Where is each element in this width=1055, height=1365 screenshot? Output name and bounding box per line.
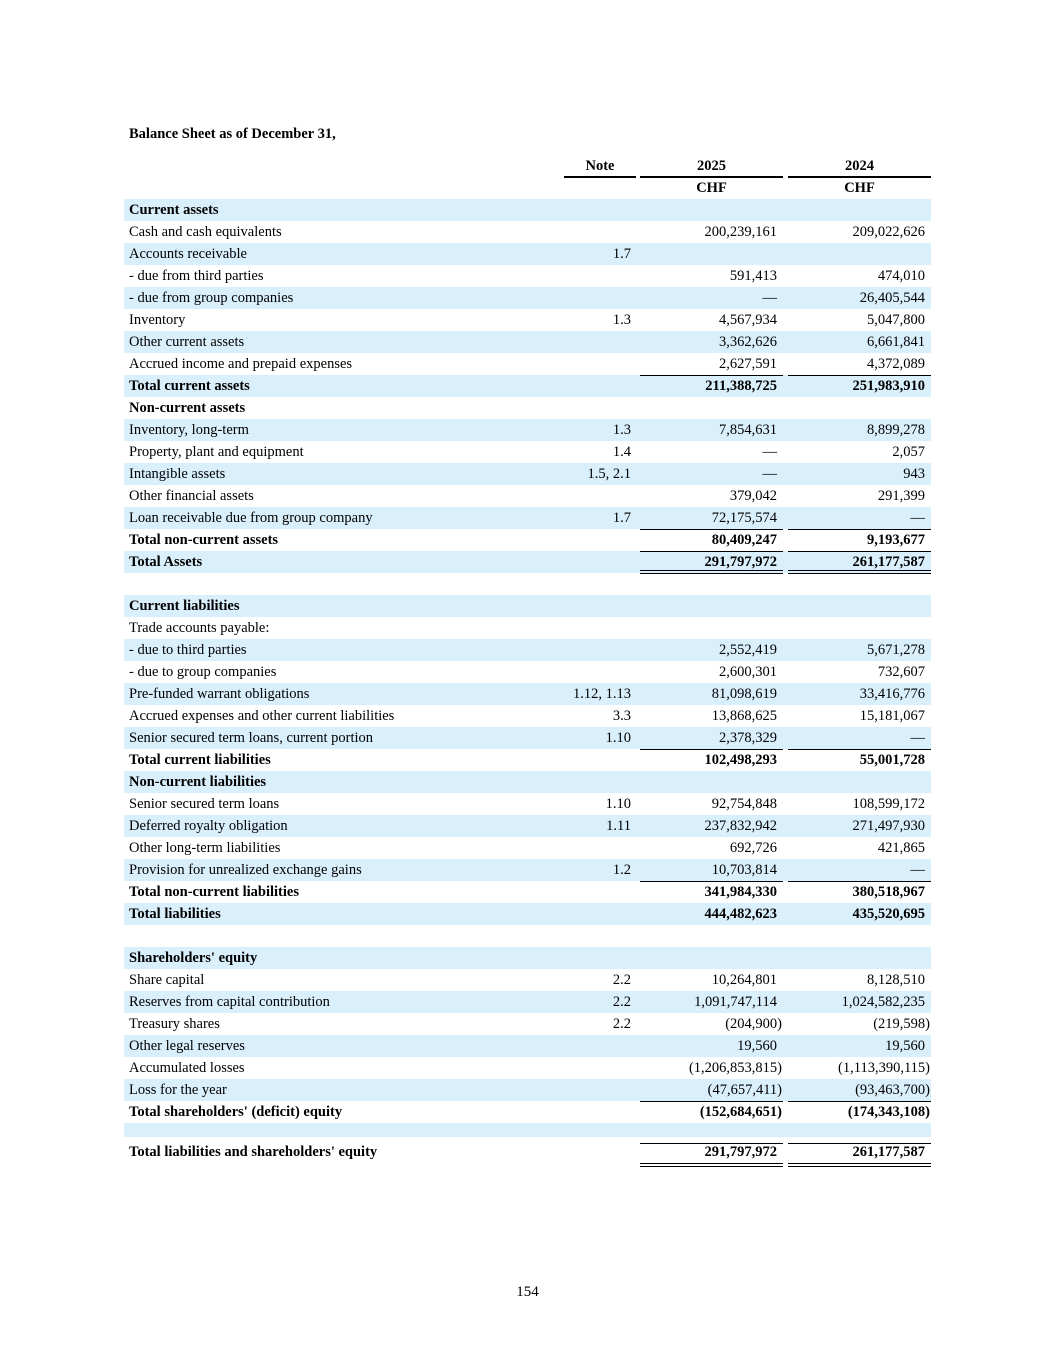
table-row — [124, 991, 931, 1013]
column-header-row — [124, 156, 931, 178]
table-row — [124, 1079, 931, 1101]
total-double-rule — [788, 1163, 931, 1167]
row-label: Intangible assets — [129, 466, 226, 482]
row-label: Other current assets — [129, 334, 245, 350]
value-2025: 1,091,747,114 — [694, 994, 777, 1010]
row-note: 1.7 — [612, 510, 631, 526]
value-2024: 1,024,582,235 — [841, 994, 925, 1010]
table-row — [124, 375, 931, 397]
row-label: - due to group companies — [129, 664, 277, 680]
row-label: - due to third parties — [129, 642, 247, 658]
table-row — [124, 419, 931, 441]
row-label: Accrued expenses and other current liabilities — [129, 708, 395, 724]
value-2024: 380,518,967 — [852, 884, 925, 900]
row-note: 2.2 — [612, 972, 631, 988]
note-column-header: Note — [564, 156, 636, 178]
value-2025: 80,409,247 — [711, 532, 777, 548]
value-2025: 211,388,725 — [705, 378, 777, 394]
value-2024: (174,343,108) — [847, 1104, 930, 1120]
table-row — [124, 1101, 931, 1123]
subtotal-rule — [788, 749, 931, 750]
value-2024: 261,177,587 — [852, 1144, 925, 1160]
table-row — [124, 573, 931, 595]
value-2024: 435,520,695 — [852, 906, 925, 922]
subtotal-rule — [788, 375, 931, 376]
value-2025: (1,206,853,815) — [688, 1060, 782, 1076]
row-label: Other legal reserves — [129, 1038, 245, 1054]
value-2024: — — [910, 510, 925, 526]
subtotal-rule — [640, 1143, 783, 1144]
value-2025: 379,042 — [729, 488, 777, 504]
currency-2024-header: CHF — [844, 180, 875, 196]
value-2025: 692,726 — [729, 840, 777, 856]
value-2025: 10,264,801 — [711, 972, 777, 988]
value-2024: 9,193,677 — [867, 532, 925, 548]
row-label: Property, plant and equipment — [129, 444, 304, 460]
value-2024: 15,181,067 — [859, 708, 925, 724]
table-row — [124, 353, 931, 375]
table-row — [124, 639, 931, 661]
value-2025: 3,362,626 — [719, 334, 777, 350]
table-row — [124, 969, 931, 991]
subtotal-rule — [788, 881, 931, 882]
row-label: Accumulated losses — [129, 1060, 245, 1076]
row-label: Provision for unrealized exchange gains — [129, 862, 362, 878]
table-row — [124, 287, 931, 309]
row-label: Other long-term liabilities — [129, 840, 281, 856]
value-2025: 2,600,301 — [719, 664, 777, 680]
value-2024: 5,047,800 — [867, 312, 925, 328]
row-label: - due from group companies — [129, 290, 294, 306]
value-2024: 271,497,930 — [852, 818, 925, 834]
value-2025: 4,567,934 — [719, 312, 777, 328]
table-row — [124, 529, 931, 551]
value-2025: (204,900) — [725, 1016, 782, 1032]
row-label: Total current liabilities — [129, 752, 271, 768]
table-row — [124, 947, 931, 969]
row-label: Pre-funded warrant obligations — [129, 686, 310, 702]
row-label: Total liabilities — [129, 906, 221, 922]
table-row — [124, 705, 931, 727]
table-row — [124, 507, 931, 529]
subtotal-rule — [788, 1143, 931, 1144]
table-row — [124, 859, 931, 881]
table-row — [124, 1057, 931, 1079]
currency-header-row — [124, 178, 931, 200]
table-row — [124, 749, 931, 771]
row-label: Non-current liabilities — [129, 774, 267, 790]
row-note: 1.3 — [612, 422, 631, 438]
row-label: Total shareholders' (deficit) equity — [129, 1104, 343, 1120]
value-2024: 108,599,172 — [852, 796, 925, 812]
value-2025: 7,854,631 — [719, 422, 777, 438]
value-2025: 10,703,814 — [711, 862, 777, 878]
subtotal-rule — [640, 1101, 783, 1102]
row-label: Non-current assets — [129, 400, 246, 416]
value-2024: 943 — [903, 466, 925, 482]
table-row — [124, 727, 931, 749]
table-row — [124, 441, 931, 463]
row-label: Current assets — [129, 202, 219, 218]
table-row — [124, 837, 931, 859]
value-2025: (47,657,411) — [707, 1082, 782, 1098]
table-row — [124, 925, 931, 947]
row-label: Share capital — [129, 972, 205, 988]
row-label: Total liabilities and shareholders' equity — [129, 1144, 378, 1160]
value-2025: 2,552,419 — [719, 642, 777, 658]
row-label: Total Assets — [129, 554, 203, 570]
subtotal-rule — [788, 551, 931, 552]
value-2025: — — [762, 466, 777, 482]
value-2024: 474,010 — [877, 268, 925, 284]
row-note: 1.3 — [612, 312, 631, 328]
value-2024: 291,399 — [877, 488, 925, 504]
subtotal-rule — [788, 529, 931, 530]
row-label: Total non-current assets — [129, 532, 279, 548]
value-2024: — — [910, 730, 925, 746]
subtotal-rule — [640, 881, 783, 882]
table-row — [124, 199, 931, 221]
value-2024: 4,372,089 — [867, 356, 925, 372]
table-row — [124, 309, 931, 331]
value-2025: 2,378,329 — [719, 730, 777, 746]
row-label: Total non-current liabilities — [129, 884, 299, 900]
row-note: 1.12, 1.13 — [573, 686, 631, 702]
row-label: Loss for the year — [129, 1082, 227, 1098]
value-2024: 55,001,728 — [859, 752, 925, 768]
row-label: Current liabilities — [129, 598, 240, 614]
row-label: Inventory, long-term — [129, 422, 249, 438]
value-2024: 421,865 — [877, 840, 925, 856]
value-2025: 341,984,330 — [704, 884, 777, 900]
value-2024: (219,598) — [873, 1016, 930, 1032]
value-2024: 209,022,626 — [852, 224, 925, 240]
row-label: Total current assets — [129, 378, 250, 394]
row-label: Loan receivable due from group company — [129, 510, 373, 526]
row-note: 1.5, 2.1 — [587, 466, 631, 482]
value-2024: 8,128,510 — [867, 972, 925, 988]
table-row — [124, 243, 931, 265]
value-2024: 261,177,587 — [852, 554, 925, 570]
table-row — [124, 903, 931, 925]
value-2025: 2,627,591 — [719, 356, 777, 372]
value-2024: 2,057 — [892, 444, 925, 460]
table-row — [124, 463, 931, 485]
value-2025: 591,413 — [729, 268, 777, 284]
table-row — [124, 221, 931, 243]
row-label: Trade accounts payable: — [129, 620, 270, 636]
row-note: 2.2 — [612, 994, 631, 1010]
currency-2025-header: CHF — [696, 180, 727, 196]
row-label: Inventory — [129, 312, 186, 328]
table-row — [124, 485, 931, 507]
table-row — [124, 551, 931, 573]
subtotal-rule — [640, 551, 783, 552]
row-note: 1.10 — [605, 730, 631, 746]
row-note: 1.10 — [605, 796, 631, 812]
value-2025: 237,832,942 — [704, 818, 777, 834]
subtotal-rule — [788, 1101, 931, 1102]
row-label: Accrued income and prepaid expenses — [129, 356, 353, 372]
row-label: - due from third parties — [129, 268, 264, 284]
row-label: Senior secured term loans — [129, 796, 280, 812]
row-label: Other financial assets — [129, 488, 254, 504]
year-2025-header: 2025 — [640, 156, 783, 178]
row-label: Shareholders' equity — [129, 950, 258, 966]
value-2024: 251,983,910 — [852, 378, 925, 394]
value-2025: 102,498,293 — [704, 752, 777, 768]
row-note: 1.2 — [612, 862, 631, 878]
page-title: Balance Sheet as of December 31, — [129, 126, 336, 142]
value-2025: 19,560 — [737, 1038, 777, 1054]
table-row — [124, 595, 931, 617]
value-2024: 732,607 — [877, 664, 925, 680]
table-row — [124, 881, 931, 903]
row-label: Accounts receivable — [129, 246, 247, 262]
table-row — [124, 331, 931, 353]
row-label: Reserves from capital contribution — [129, 994, 330, 1010]
table-row — [124, 771, 931, 793]
subtotal-rule — [640, 529, 783, 530]
table-row — [124, 1013, 931, 1035]
table-row — [124, 661, 931, 683]
value-2025: 291,797,972 — [704, 554, 777, 570]
value-2025: 81,098,619 — [711, 686, 777, 702]
value-2025: 13,868,625 — [711, 708, 777, 724]
value-2025: 92,754,848 — [711, 796, 777, 812]
page-number: 154 — [516, 1284, 539, 1300]
value-2024: 5,671,278 — [867, 642, 925, 658]
table-row — [124, 397, 931, 419]
value-2024: 26,405,544 — [859, 290, 925, 306]
row-label: Senior secured term loans, current portion — [129, 730, 374, 746]
row-note: 3.3 — [612, 708, 631, 724]
value-2024: 8,899,278 — [867, 422, 925, 438]
value-2025: 200,239,161 — [704, 224, 777, 240]
total-double-rule — [640, 1163, 783, 1167]
balance-sheet-table — [124, 199, 931, 1167]
table-row — [124, 617, 931, 639]
value-2024: — — [910, 862, 925, 878]
row-note: 1.4 — [612, 444, 631, 460]
value-2024: (1,113,390,115) — [838, 1060, 930, 1076]
row-note: 1.7 — [612, 246, 631, 262]
subtotal-rule — [640, 375, 783, 376]
value-2024: (93,463,700) — [855, 1082, 930, 1098]
value-2025: 72,175,574 — [711, 510, 777, 526]
table-row — [124, 1137, 931, 1167]
value-2025: — — [762, 290, 777, 306]
value-2025: 444,482,623 — [704, 906, 777, 922]
value-2024: 33,416,776 — [859, 686, 925, 702]
table-row — [124, 1123, 931, 1137]
table-row — [124, 683, 931, 705]
table-row — [124, 793, 931, 815]
row-note: 1.11 — [606, 818, 631, 834]
subtotal-rule — [640, 749, 783, 750]
table-row — [124, 815, 931, 837]
row-note: 2.2 — [612, 1016, 631, 1032]
table-row — [124, 1035, 931, 1057]
value-2025: (152,684,651) — [699, 1104, 782, 1120]
value-2025: — — [762, 444, 777, 460]
value-2025: 291,797,972 — [704, 1144, 777, 1160]
table-row — [124, 265, 931, 287]
value-2024: 6,661,841 — [867, 334, 925, 350]
row-label: Treasury shares — [129, 1016, 220, 1032]
row-label: Deferred royalty obligation — [129, 818, 288, 834]
row-label: Cash and cash equivalents — [129, 224, 282, 240]
value-2024: 19,560 — [885, 1038, 925, 1054]
year-2024-header: 2024 — [788, 156, 931, 178]
